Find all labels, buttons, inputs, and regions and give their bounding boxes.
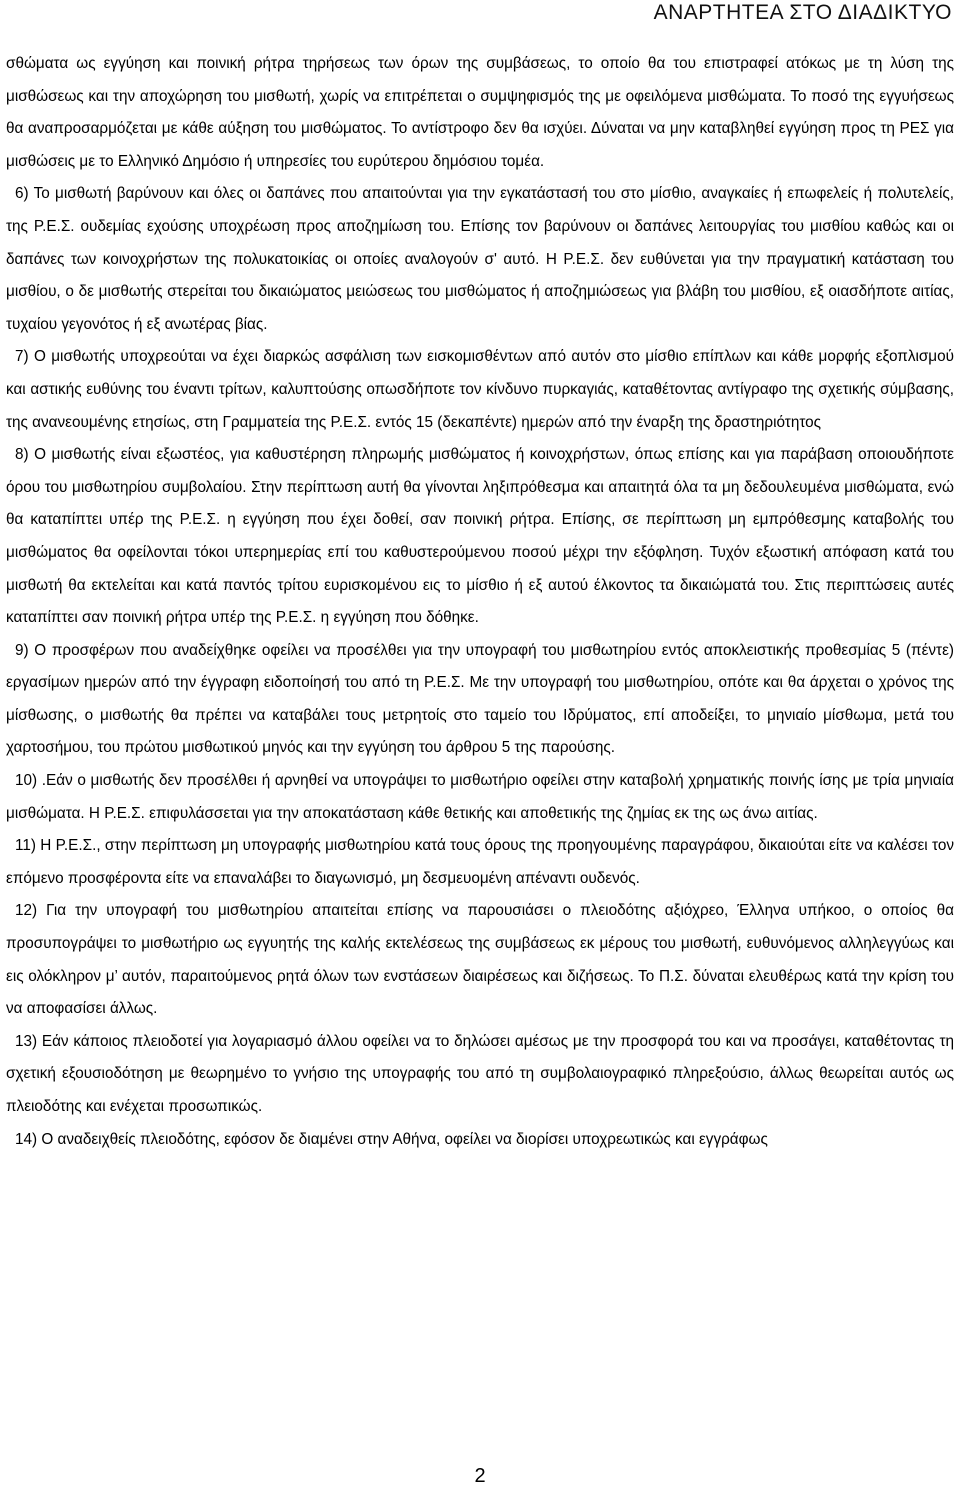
paragraph-9: 9) Ο προσφέρων που αναδείχθηκε οφείλει να προσέλθει για την υπογραφή του μισθωτηρίου εντός αποκλειστικής προθεσμίας 5 (πέντε) εργασίμων ημερών από την έγγραφη ειδοποίησή του από τη Ρ.Ε.Σ. Με την υπογραφή του μισθωτηρίου, οπότε και θα άρχεται ο χρόνος της μίσθωσης, ο μισθωτής θα πρέπει να καταβάλει τους μετρητοίς στο ταμείο του Ιδρύματος, επί αποδείξει, το μηνιαίο μίσθωμα, μετά του χαρτοσήμου, του πρώτου μισθωτικού μηνός και την εγγύηση του άρθρου 5 της παρούσης. [6,641,954,757]
paragraph-14: 14) Ο αναδειχθείς πλειοδότης, εφόσον δε διαμένει στην Αθήνα, οφείλει να διορίσει υποχρεωτικώς και εγγράφως [15,1130,768,1148]
paragraph-13: 13) Εάν κάποιος πλειοδοτεί για λογαριασμό άλλου οφείλει να το δηλώσει αμέσως με την προσφορά του και να προσάγει, καταθέτοντας τη σχετική εξουσιοδότηση με θεωρημένο το γνήσιο της υπογραφής του από τη συμβολαιογραφικό πληρεξούσιο, άλλως θεωρείται αυτός ως πλειοδότης και ενέχεται προσωπικώς. [6,1032,954,1115]
page-header: ΑΝΑΡΤΗΤΕΑ ΣΤΟ ΔΙΑΔΙΚΤΥΟ [653,1,952,24]
paragraph-12: 12) Για την υπογραφή του μισθωτηρίου απαιτείται επίσης να παρουσιάσει ο πλειοδότης αξιόχρεο, Έλληνα υπήκοο, ο οποίος θα προσυπογράψει το μισθωτήριο ως εγγυητής της καλής εκτελέσεως της συμβάσεως εκ μέρους του μισθωτή, ευθυνόμενος αλληλεγγύως και εις ολόκληρον μ’ αυτόν, παραιτούμενος ρητά όλων των ενστάσεων διαιρέσεως και διζήσεως. Το Π.Σ. δύναται ελευθέρως κατά την κρίση του να αποφασίσει άλλως. [6,902,954,1018]
paragraph-10: 10) .Εάν ο μισθωτής δεν προσέλθει ή αρνηθεί να υπογράψει το μισθωτήριο οφείλει στην καταβολή χρηματικής ποινής ίσης με τρία μηνιαία μισθώματα. Η Ρ.Ε.Σ. επιφυλάσσεται για την αποκατάσταση κάθε θετικής και αποθετικής της ζημίας εκ της ως άνω αιτίας. [6,772,954,822]
paragraph-continuation: σθώματα ως εγγύηση και ποινική ρήτρα τηρήσεως των όρων της συμβάσεως, το οποίο θα του επιστραφεί ατόκως με τη λύση της μισθώσεως και την αποχώρηση του μισθωτή, χωρίς να επιτρέπεται ο συμψηφισμός της με οφειλόμενα μισθώματα. Το ποσό της εγγυήσεως θα αναπροσαρμόζεται με κάθε αύξηση του μισθώματος. Το αντίστροφο δεν θα ισχύει. Δύναται να μην καταβληθεί εγγύηση προς τη ΡΕΣ για μισθώσεις με το Ελληνικό Δημόσιο ή υπηρεσίες του ευρύτερου δημόσιου τομέα. [6,55,954,170]
page-number: 2 [474,1465,486,1487]
paragraph-7: 7) Ο μισθωτής υποχρεούται να έχει διαρκώς ασφάλιση των εισκομισθέντων από αυτόν στο μίσθιο επίπλων και κάθε μορφής εξοπλισμού και αστικής ευθύνης του έναντι τρίτων, καλυπτούσης οπωσδήποτε τον κίνδυνο πυρκαγιάς, καταθέτοντας αντίγραφο της σχετικής σύμβασης, της ανανεουμένης ετησίως, στη Γραμματεία της Ρ.Ε.Σ. εντός 15 (δεκαπέντε) ημερών από την έναρξη της δραστηριότητος [6,348,954,431]
paragraph-8: 8) Ο μισθωτής είναι εξωστέος, για καθυστέρηση πληρωμής μισθώματος ή κοινοχρήστων, όπως επίσης και για παράβαση οποιουδήποτε όρου του μισθωτηρίου συμβολαίου. Στην περίπτωση αυτή θα γίνονται ληξιπρόθεσμα και απαιτητά όλα τα μη δεδουλευμένα μισθώματα, ενώ θα καταπίπτει υπέρ της Ρ.Ε.Σ. η εγγύηση που έχει δοθεί, σαν ποινική ρήτρα. Επίσης, σε περίπτωση μη εμπρόθεσμης καταβολής του μισθώματος θα οφείλονται τόκοι υπερημερίας επί του καθυστερούμενου ποσού μέχρι την εξόφληση. Τυχόν εξωστική απόφαση κατά του μισθωτή θα εκτελείται και κατά παντός τρίτου ευρισκομένου εις το μίσθιο ή εξ αυτού έλκοντος τα δικαιώματά του. Στις περιπτώσεις αυτές καταπίπτει σαν ποινική ρήτρα υπέρ της Ρ.Ε.Σ. η εγγύηση που δόθηκε. [6,446,954,627]
paragraph-11: 11) Η Ρ.Ε.Σ., στην περίπτωση μη υπογραφής μισθωτηρίου κατά τους όρους της προηγουμένης παραγράφου, δικαιούται είτε να καλέσει τον επόμενο προσφέροντα είτε να επαναλάβει το διαγωνισμό, μη δεσμευομένη απέναντι ουδενός. [6,837,954,887]
document-body [6,48,954,1156]
paragraph-6: 6) Το μισθωτή βαρύνουν και όλες οι δαπάνες που απαιτούνται για την εγκατάστασή του στο μίσθιο, αναγκαίες ή επωφελείς ή πολυτελείς, της Ρ.Ε.Σ. ουδεμίας εχούσης υποχρέωση προς αποζημίωση του. Επίσης τον βαρύνουν οι δαπάνες λειτουργίας του μισθίου καθώς και οι δαπάνες των κοινοχρήστων της πολυκατοικίας οι οποίες αναλογούν σ' αυτό. Η Ρ.Ε.Σ. δεν ευθύνεται για την πραγματική κατάσταση του μισθίου, ο δε μισθωτής στερείται του δικαιώματος μειώσεως του μισθώματος ή αποζημιώσεως για βλάβη του μισθίου, εξ οιασδήποτε αιτίας, τυχαίου γεγονότος ή εξ ανωτέρας βίας. [6,185,954,333]
